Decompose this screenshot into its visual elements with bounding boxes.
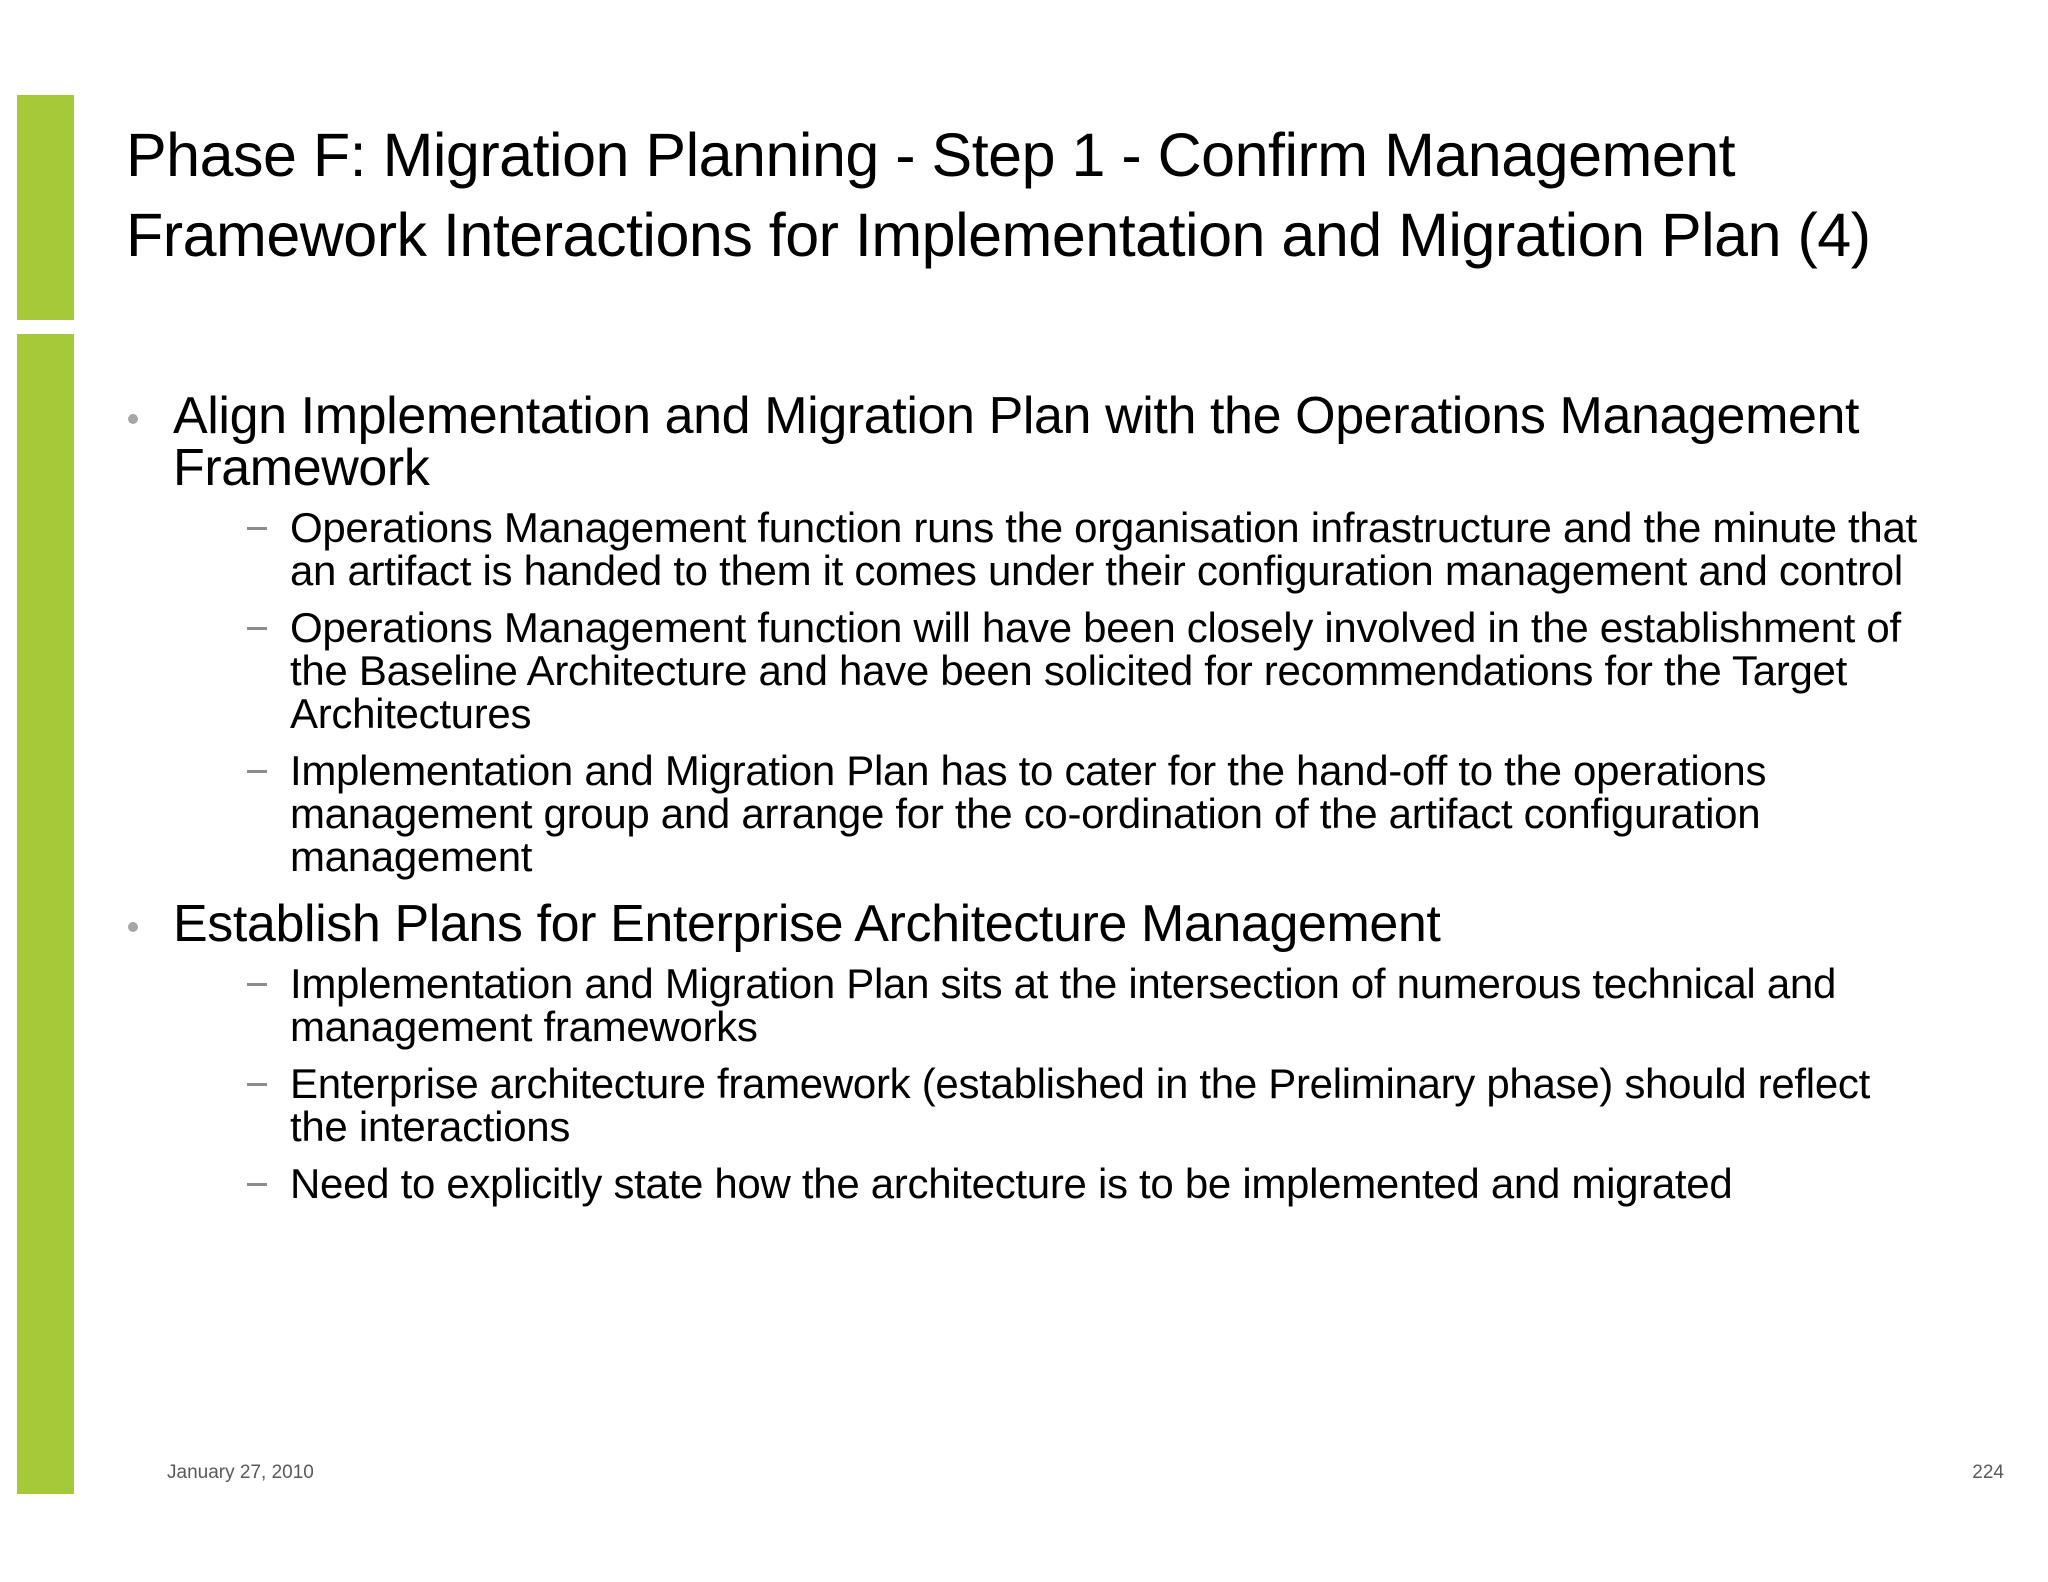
- slide-title: Phase F: Migration Planning - Step 1 - Confirm Management Framework Interactions for Implementation and Migration Plan (4): [126, 121, 1871, 269]
- bullet-text: Establish Plans for Enterprise Architecture Management: [173, 895, 1441, 953]
- bullet-item: [126, 387, 1926, 880]
- bullet-item: [126, 895, 1926, 1207]
- dash-icon: [247, 1183, 267, 1186]
- sub-item: [173, 962, 1926, 1048]
- dash-icon: [247, 527, 267, 530]
- sub-list: [173, 506, 1926, 878]
- sub-item: [173, 606, 1926, 735]
- sub-item: [173, 1062, 1926, 1148]
- sub-item-text: Operations Management function will have been closely involved in the establishment of the Baseline Architecture and have been solicited for recommendations for the Target Architectures: [290, 604, 1901, 737]
- sub-item-text: Need to explicitly state how the architecture is to be implemented and migrated: [290, 1160, 1733, 1207]
- footer-date: January 27, 2010: [167, 1462, 314, 1483]
- sub-item: [173, 506, 1926, 592]
- dash-icon: [247, 770, 267, 773]
- sub-list: [173, 962, 1926, 1205]
- sub-item: [173, 1162, 1926, 1205]
- slide-content: [126, 387, 1926, 1219]
- sub-item: [173, 749, 1926, 878]
- sub-item-text: Implementation and Migration Plan has to cater for the hand-off to the operations management group and arrange for the co-ordination of the artifact configuration management: [290, 747, 1767, 880]
- dash-icon: [247, 627, 267, 630]
- bullet-dot-icon: [128, 922, 138, 932]
- sub-item-text: Implementation and Migration Plan sits at the intersection of numerous technical and management frameworks: [290, 960, 1837, 1050]
- dash-icon: [247, 1083, 267, 1086]
- bullet-dot-icon: [128, 414, 138, 424]
- dash-icon: [247, 983, 267, 986]
- accent-bar-top: [17, 95, 74, 320]
- accent-bar-bottom: [17, 334, 74, 1494]
- sub-item-text: Enterprise architecture framework (established in the Preliminary phase) should reflect the interactions: [290, 1060, 1870, 1150]
- bullet-text: Align Implementation and Migration Plan with the Operations Management Framework: [173, 387, 1860, 497]
- page-number: 224: [1972, 1462, 2004, 1483]
- sub-item-text: Operations Management function runs the organisation infrastructure and the minute that an artifact is handed to them it comes under their configuration management and control: [290, 504, 1917, 594]
